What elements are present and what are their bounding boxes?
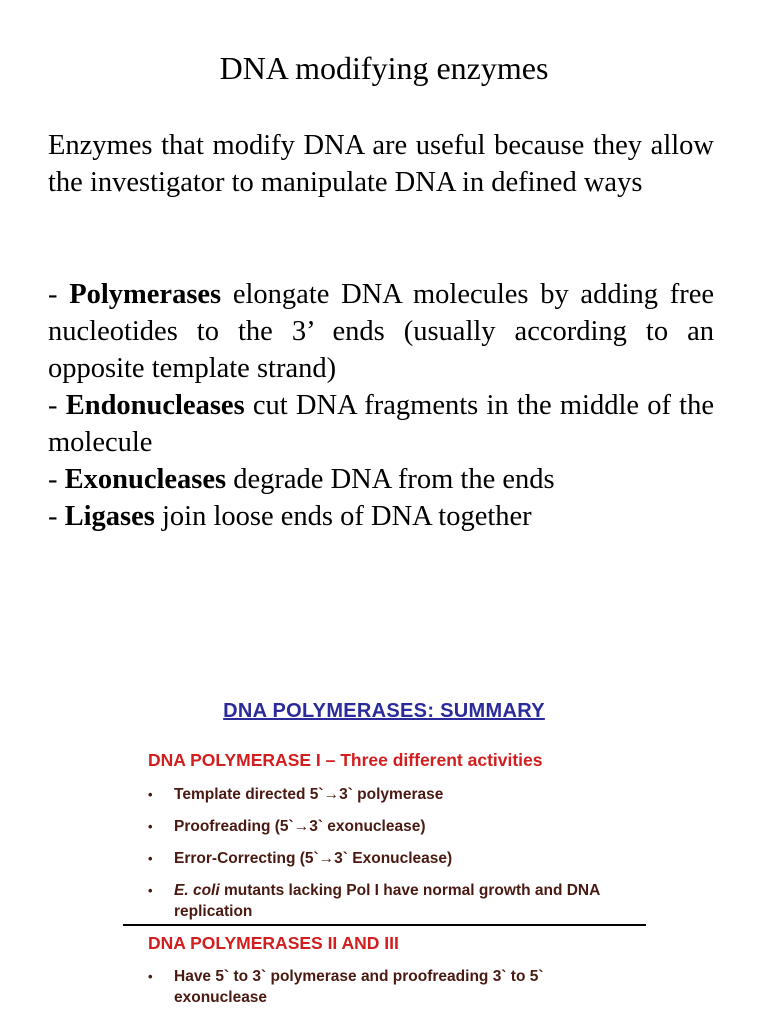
list-item: • Template directed 5`→3` polymerase xyxy=(148,786,444,803)
enzyme-term: Ligases xyxy=(64,501,155,532)
enzyme-term: Endonucleases xyxy=(65,390,245,421)
bullet-icon: • xyxy=(148,969,153,984)
section-heading-pol2-3: DNA POLYMERASES II AND III xyxy=(148,933,399,953)
enzyme-item-ligases: - Ligases join loose ends of DNA together xyxy=(48,501,532,532)
pol1-bullet-list xyxy=(148,784,628,933)
bullet-icon: • xyxy=(148,883,153,898)
enzyme-list xyxy=(48,276,714,535)
list-item: • E. coli mutants lacking Pol I have normal growth and DNA replication xyxy=(148,882,600,920)
list-item: • Error-Correcting (5`→3` Exonuclease) xyxy=(148,850,453,867)
enzyme-term: Polymerases xyxy=(69,279,222,310)
page-title: DNA modifying enzymes xyxy=(219,50,549,86)
bullet-icon: • xyxy=(148,819,153,834)
list-item: • Have 5` to 3` polymerase and proofreading 3` to 5` exonuclease xyxy=(148,968,544,1006)
intro-paragraph: Enzymes that modify DNA are useful because they allow the investigator to manipulate DNA in defined ways xyxy=(48,130,714,198)
section-divider xyxy=(123,924,646,926)
polymerase-summary-figure xyxy=(0,690,768,1024)
bullet-icon: • xyxy=(148,851,153,866)
enzyme-item-exonucleases: - Exonucleases degrade DNA from the ends xyxy=(48,464,555,495)
pol2-3-bullet-list xyxy=(148,966,628,1017)
enzyme-term: Exonucleases xyxy=(64,464,227,495)
list-item: • Proofreading (5`→3` exonuclease) xyxy=(148,818,426,835)
enzyme-item-polymerases: - Polymerases elongate DNA molecules by adding free nucleotides to the 3’ ends (usually according to an opposite template strand) xyxy=(48,279,714,384)
enzyme-item-endonucleases: - Endonucleases cut DNA fragments in the middle of the molecule xyxy=(48,390,714,458)
section-heading-pol1: DNA POLYMERASE I – Three different activities xyxy=(148,750,543,770)
summary-title: DNA POLYMERASES: SUMMARY xyxy=(223,700,545,722)
bullet-icon: • xyxy=(148,787,153,802)
